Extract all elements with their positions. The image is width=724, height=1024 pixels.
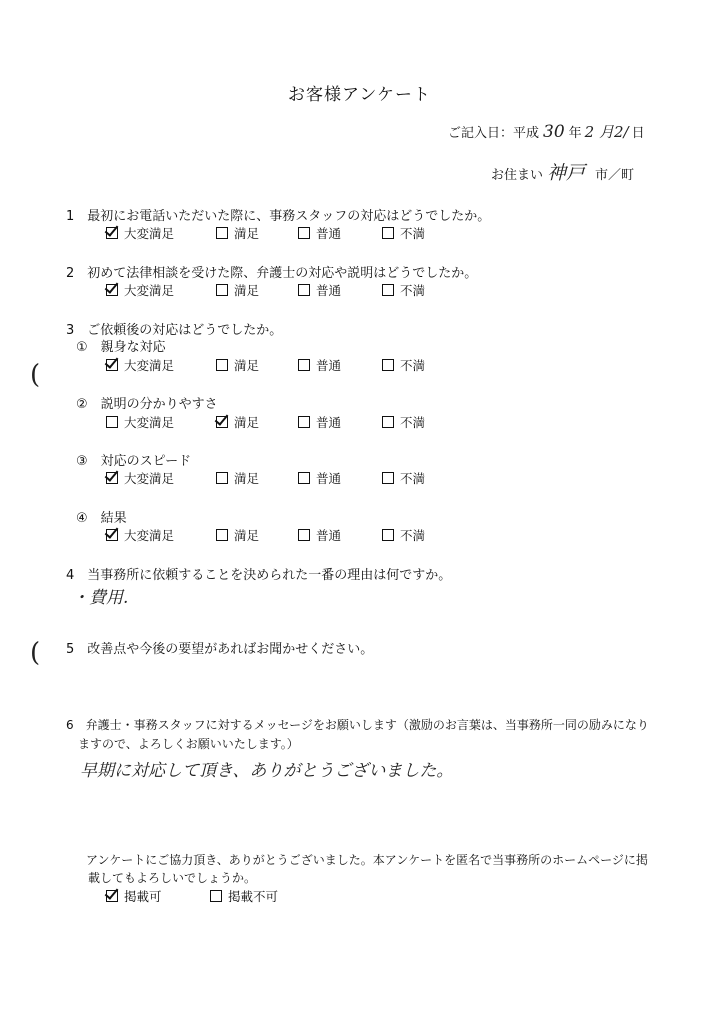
publish-no-option[interactable] xyxy=(210,887,278,905)
option-label: 普通 xyxy=(316,358,342,373)
question-3-item-1-option-neutral[interactable] xyxy=(298,356,364,374)
question-3-item-2-checkbox-dissatisfied[interactable] xyxy=(382,416,394,428)
question-3-item-4-checkbox-very-satisfied[interactable] xyxy=(106,529,118,541)
option-label: 満足 xyxy=(234,528,260,543)
footer-text-line-2: 載してもよろしいでしょうか。 xyxy=(88,871,257,885)
question-5-text: 5 改善点や今後の要望があればお聞かせください。 xyxy=(66,642,374,657)
question-6-answer: 早期に対応して頂き、ありがとうございました。 xyxy=(80,761,454,781)
question-3-item-4-options xyxy=(106,526,460,544)
question-2-checkbox-dissatisfied[interactable] xyxy=(382,284,394,296)
question-1-option-very-satisfied[interactable] xyxy=(106,224,198,242)
address-value: 神戸 xyxy=(547,162,586,184)
question-2-options xyxy=(106,281,460,299)
option-label: 普通 xyxy=(316,415,342,430)
publish-no-checkbox[interactable] xyxy=(210,890,222,902)
date-year: 30 xyxy=(543,122,565,142)
address-label: お住まい xyxy=(491,168,544,183)
question-1-checkbox-dissatisfied[interactable] xyxy=(382,227,394,239)
publish-yes-checkbox[interactable] xyxy=(106,890,118,902)
question-3-item-2-checkbox-satisfied[interactable] xyxy=(216,416,228,428)
question-3-item-1-checkbox-neutral[interactable] xyxy=(298,359,310,371)
question-6-text-line-2: ますので、よろしくお願いいたします。） xyxy=(78,737,299,751)
question-3-item-3-checkbox-very-satisfied[interactable] xyxy=(106,472,118,484)
option-label: 不満 xyxy=(400,528,426,543)
page-title: お客様アンケート xyxy=(288,85,431,105)
punch-hole-mark-bottom: ( xyxy=(30,638,41,668)
question-3-item-1-label: ① 親身な対応 xyxy=(76,340,166,355)
question-3-item-4-checkbox-dissatisfied[interactable] xyxy=(382,529,394,541)
option-label: 大変満足 xyxy=(124,528,175,543)
question-4-text: 4 当事務所に依頼することを決められた一番の理由は何ですか。 xyxy=(66,568,452,583)
publish-no-label: 掲載不可 xyxy=(228,889,279,904)
question-6-text-line-1: 6 弁護士・事務スタッフに対するメッセージをお願いします（激励のお言葉は、当事務所一同の励みになり xyxy=(66,718,649,732)
question-3-item-1-options xyxy=(106,356,460,374)
question-3-item-2-option-satisfied[interactable] xyxy=(216,413,280,431)
question-3-item-2-option-dissatisfied[interactable] xyxy=(382,413,442,431)
punch-hole-mark-top: ( xyxy=(30,360,41,390)
option-label: 大変満足 xyxy=(124,415,175,430)
question-3-item-1-checkbox-dissatisfied[interactable] xyxy=(382,359,394,371)
question-1-options xyxy=(106,224,460,242)
question-3-item-3-options xyxy=(106,469,460,487)
option-label: 不満 xyxy=(400,283,426,298)
question-2-option-dissatisfied[interactable] xyxy=(382,281,442,299)
date-year-suffix: 年 xyxy=(568,126,582,141)
publish-options xyxy=(106,887,296,905)
question-3-item-4-label: ④ 結果 xyxy=(76,511,127,526)
option-label: 不満 xyxy=(400,471,426,486)
option-label: 不満 xyxy=(400,226,426,241)
publish-yes-option[interactable] xyxy=(106,887,192,905)
option-label: 満足 xyxy=(234,415,260,430)
option-label: 大変満足 xyxy=(124,226,175,241)
question-3-item-2-option-neutral[interactable] xyxy=(298,413,364,431)
question-3-item-3-option-neutral[interactable] xyxy=(298,469,364,487)
option-label: 普通 xyxy=(316,226,342,241)
question-3-item-3-option-dissatisfied[interactable] xyxy=(382,469,442,487)
question-3-item-4-checkbox-neutral[interactable] xyxy=(298,529,310,541)
question-3-item-2-checkbox-neutral[interactable] xyxy=(298,416,310,428)
option-label: 不満 xyxy=(400,358,426,373)
publish-yes-label: 掲載可 xyxy=(124,889,162,904)
question-3-item-4-option-very-satisfied[interactable] xyxy=(106,526,198,544)
question-3-item-2-checkbox-very-satisfied[interactable] xyxy=(106,416,118,428)
option-label: 満足 xyxy=(234,226,260,241)
question-1-checkbox-satisfied[interactable] xyxy=(216,227,228,239)
question-3-item-4-option-dissatisfied[interactable] xyxy=(382,526,442,544)
question-1-option-satisfied[interactable] xyxy=(216,224,280,242)
question-1-option-neutral[interactable] xyxy=(298,224,364,242)
question-3-item-4-option-neutral[interactable] xyxy=(298,526,364,544)
question-2-checkbox-neutral[interactable] xyxy=(298,284,310,296)
option-label: 大変満足 xyxy=(124,471,175,486)
question-3-item-3-label: ③ 対応のスピード xyxy=(76,454,192,469)
address-line xyxy=(491,158,634,185)
question-3-item-3-option-very-satisfied[interactable] xyxy=(106,469,198,487)
question-3-item-2-options xyxy=(106,413,460,431)
option-label: 普通 xyxy=(316,283,342,298)
date-day-suffix: 日 xyxy=(631,126,645,141)
option-label: 普通 xyxy=(316,528,342,543)
question-4-answer: ・費用. xyxy=(72,588,129,608)
option-label: 大変満足 xyxy=(124,283,175,298)
question-3-item-3-option-satisfied[interactable] xyxy=(216,469,280,487)
question-3-text: 3 ご依頼後の対応はどうでしたか。 xyxy=(66,323,283,338)
question-2-text: 2 初めて法律相談を受けた際、弁護士の対応や説明はどうでしたか。 xyxy=(66,266,478,281)
question-2-option-neutral[interactable] xyxy=(298,281,364,299)
option-label: 満足 xyxy=(234,358,260,373)
question-3-item-3-checkbox-neutral[interactable] xyxy=(298,472,310,484)
question-1-checkbox-very-satisfied[interactable] xyxy=(106,227,118,239)
date-month-day: 2 月2/ xyxy=(584,123,629,141)
question-3-item-2-option-very-satisfied[interactable] xyxy=(106,413,198,431)
question-3-item-4-option-satisfied[interactable] xyxy=(216,526,280,544)
date-line xyxy=(448,121,645,142)
question-3-item-3-checkbox-satisfied[interactable] xyxy=(216,472,228,484)
question-2-checkbox-satisfied[interactable] xyxy=(216,284,228,296)
date-label: ご記入日：平成 xyxy=(448,126,540,141)
option-label: 普通 xyxy=(316,471,342,486)
option-label: 満足 xyxy=(234,471,260,486)
address-suffix: 市／町 xyxy=(595,168,635,183)
question-3-item-4-checkbox-satisfied[interactable] xyxy=(216,529,228,541)
question-3-item-1-option-dissatisfied[interactable] xyxy=(382,356,442,374)
question-1-option-dissatisfied[interactable] xyxy=(382,224,442,242)
question-1-text: 1 最初にお電話いただいた際に、事務スタッフの対応はどうでしたか。 xyxy=(66,209,491,224)
question-2-option-very-satisfied[interactable] xyxy=(106,281,198,299)
question-2-option-satisfied[interactable] xyxy=(216,281,280,299)
question-3-item-1-option-very-satisfied[interactable] xyxy=(106,356,198,374)
question-3-item-1-checkbox-very-satisfied[interactable] xyxy=(106,359,118,371)
option-label: 不満 xyxy=(400,415,426,430)
question-3-item-1-option-satisfied[interactable] xyxy=(216,356,280,374)
option-label: 大変満足 xyxy=(124,358,175,373)
question-3-item-3-checkbox-dissatisfied[interactable] xyxy=(382,472,394,484)
question-1-checkbox-neutral[interactable] xyxy=(298,227,310,239)
option-label: 満足 xyxy=(234,283,260,298)
question-3-item-2-label: ② 説明の分かりやすさ xyxy=(76,397,218,412)
question-2-checkbox-very-satisfied[interactable] xyxy=(106,284,118,296)
footer-text-line-1: アンケートにご協力頂き、ありがとうございました。本アンケートを匿名で当事務所のホームページに掲 xyxy=(86,853,648,867)
question-3-item-1-checkbox-satisfied[interactable] xyxy=(216,359,228,371)
